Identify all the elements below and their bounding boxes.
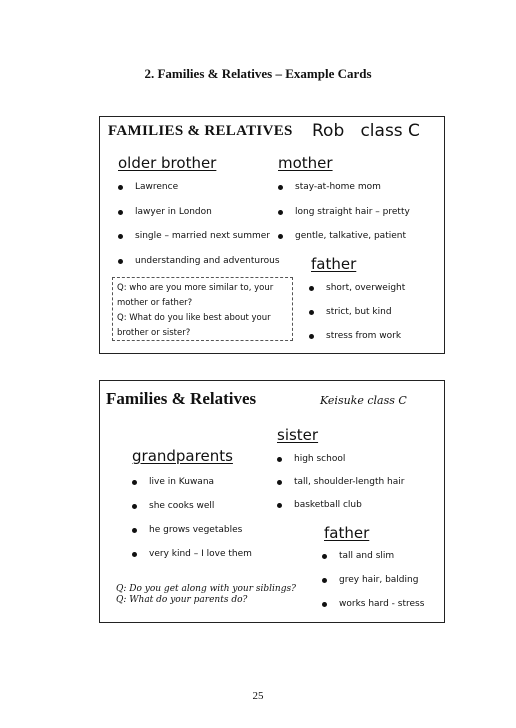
father-list: [309, 283, 405, 355]
bullet-icon: [277, 503, 282, 508]
grandparents-heading: grandparents: [132, 447, 233, 465]
bullet-icon: [309, 310, 314, 315]
question-line: mother or father?: [117, 298, 193, 308]
father-heading: father: [311, 255, 357, 273]
bullet-icon: [118, 210, 123, 215]
bullet-icon: [322, 578, 327, 583]
list-item: very kind – I love them: [132, 549, 252, 573]
bullet-icon: [278, 210, 283, 215]
list-item: live in Kuwana: [132, 477, 252, 501]
bullet-icon: [118, 234, 123, 239]
bullet-icon: [309, 334, 314, 339]
bullet-icon: [277, 457, 282, 462]
list-item: tall and slim: [322, 551, 424, 575]
bullet-icon: [278, 185, 283, 190]
list-item: stress from work: [309, 331, 405, 355]
example-card-keisuke: [99, 380, 445, 623]
list-item: lawyer in London: [118, 207, 280, 232]
bullet-icon: [278, 234, 283, 239]
example-card-rob: [99, 116, 445, 354]
bullet-icon: [132, 552, 137, 557]
list-item: gentle, talkative, patient: [278, 231, 410, 256]
bullet-icon: [277, 480, 282, 485]
older-brother-heading: older brother: [118, 154, 217, 172]
mother-list: [278, 182, 410, 256]
mother-heading: mother: [278, 154, 333, 172]
bullet-icon: [132, 504, 137, 509]
question-line: brother or sister?: [117, 328, 191, 338]
page-number: 25: [252, 690, 264, 702]
sister-list: [277, 454, 404, 523]
bullet-icon: [132, 480, 137, 485]
list-item: single – married next summer: [118, 231, 280, 256]
sister-heading: sister: [277, 426, 319, 444]
card-title: Families & Relatives: [106, 389, 257, 408]
question-line: Q: Do you get along with your siblings?: [116, 584, 296, 594]
older-brother-list: [118, 182, 280, 280]
list-item: tall, shoulder-length hair: [277, 477, 404, 500]
student-name: Keisuke class C: [320, 394, 407, 407]
question-line: Q: who are you more similar to, your: [117, 283, 274, 293]
bullet-icon: [132, 528, 137, 533]
bullet-icon: [118, 185, 123, 190]
list-item: works hard - stress: [322, 599, 424, 623]
bullet-icon: [118, 259, 123, 264]
bullet-icon: [322, 554, 327, 559]
father-heading: father: [324, 524, 370, 542]
card-title: FAMILIES & RELATIVES: [108, 123, 293, 139]
list-item: stay-at-home mom: [278, 182, 410, 207]
list-item: grey hair, balding: [322, 575, 424, 599]
grandparents-list: [132, 477, 252, 573]
list-item: understanding and adventurous: [118, 256, 280, 281]
list-item: short, overweight: [309, 283, 405, 307]
list-item: Lawrence: [118, 182, 280, 207]
question-line: Q: What do your parents do?: [116, 595, 248, 605]
bullet-icon: [309, 286, 314, 291]
student-name: Rob class C: [312, 121, 420, 141]
question-box: [112, 277, 293, 341]
father-list: [322, 551, 424, 623]
list-item: long straight hair – pretty: [278, 207, 410, 232]
bullet-icon: [322, 602, 327, 607]
list-item: basketball club: [277, 500, 404, 523]
question-block: [116, 584, 296, 606]
question-line: Q: What do you like best about your: [117, 313, 271, 323]
list-item: high school: [277, 454, 404, 477]
page-title: 2. Families & Relatives – Example Cards: [144, 66, 372, 81]
list-item: he grows vegetables: [132, 525, 252, 549]
list-item: strict, but kind: [309, 307, 405, 331]
list-item: she cooks well: [132, 501, 252, 525]
